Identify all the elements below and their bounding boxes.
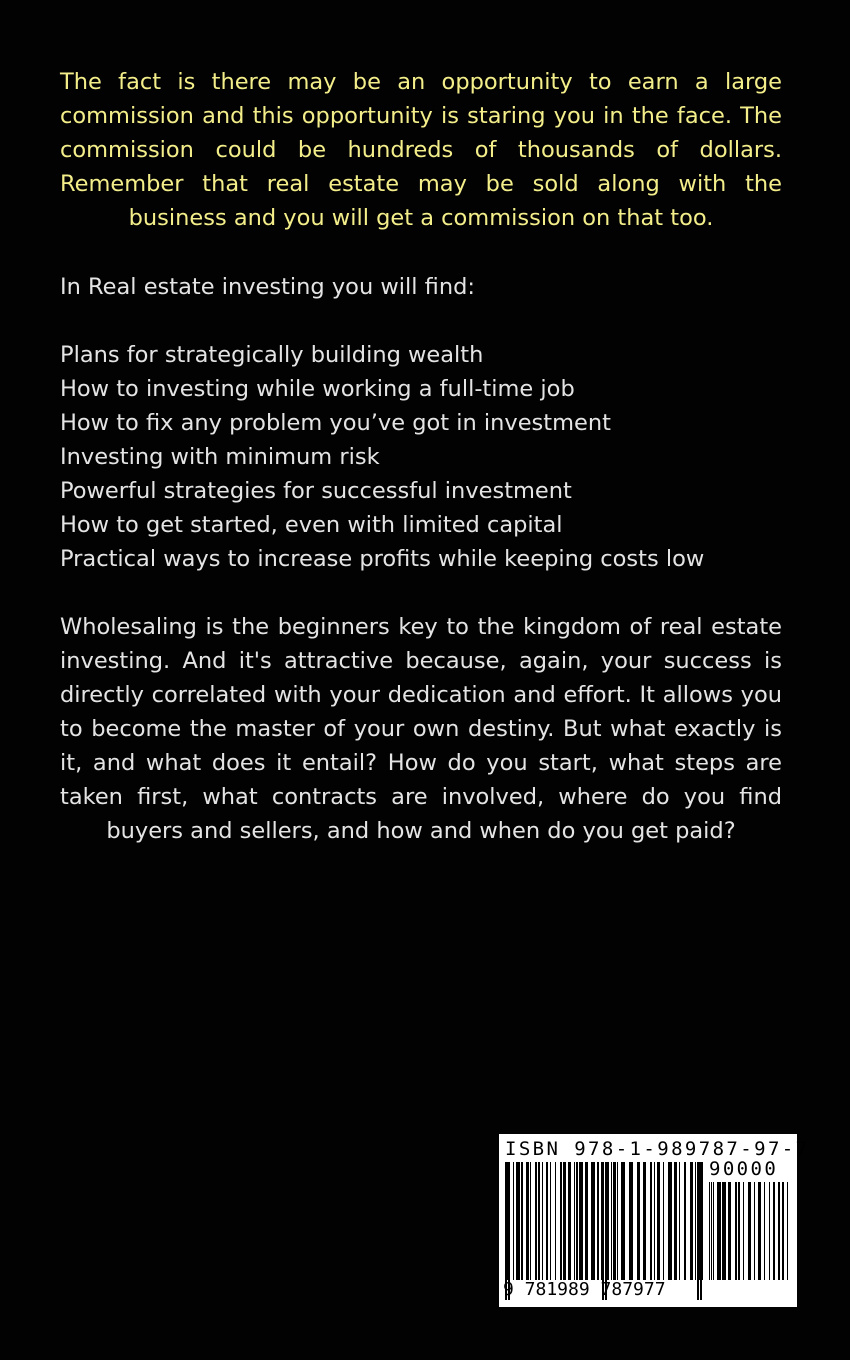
list-heading: In Real estate investing you will find: xyxy=(60,274,475,300)
isbn-label: ISBN 978-1-989787-97-7 xyxy=(505,1138,810,1160)
list-item: How to fix any problem you’ve got in investment xyxy=(60,410,611,436)
list-item: Plans for strategically building wealth xyxy=(60,342,484,368)
list-item: Practical ways to increase profits while keeping costs low xyxy=(60,546,705,572)
ean-digits: 9 781989 787977 xyxy=(503,1279,666,1300)
price-code: 90000 xyxy=(709,1158,779,1180)
closing-paragraph: Wholesaling is the beginners key to the kingdom of real estate investing. And it's attractive because, again, your success is directly correlated with your dedication and effort. It allows you to become the master of your own destiny. But what exactly is it, and what does it entail? How do you start, what steps are taken first, what contracts are involved, where do you find buyers and sellers, and how and when do you get paid? xyxy=(60,614,782,844)
list-item: Powerful strategies for successful investment xyxy=(60,478,572,504)
list-item: How to get started, even with limited capital xyxy=(60,512,563,538)
list-item: Investing with minimum risk xyxy=(60,444,380,470)
intro-paragraph: The fact is there may be an opportunity to earn a large commission and this opportunity is staring you in the face. The commission could be hundreds of thousands of dollars. Remember that real estate may be sold along with the business and you will get a commission on that too. xyxy=(60,69,782,231)
isbn-barcode xyxy=(499,1134,810,1307)
list-item: How to investing while working a full-time job xyxy=(60,376,575,402)
benefits-list xyxy=(60,338,782,576)
